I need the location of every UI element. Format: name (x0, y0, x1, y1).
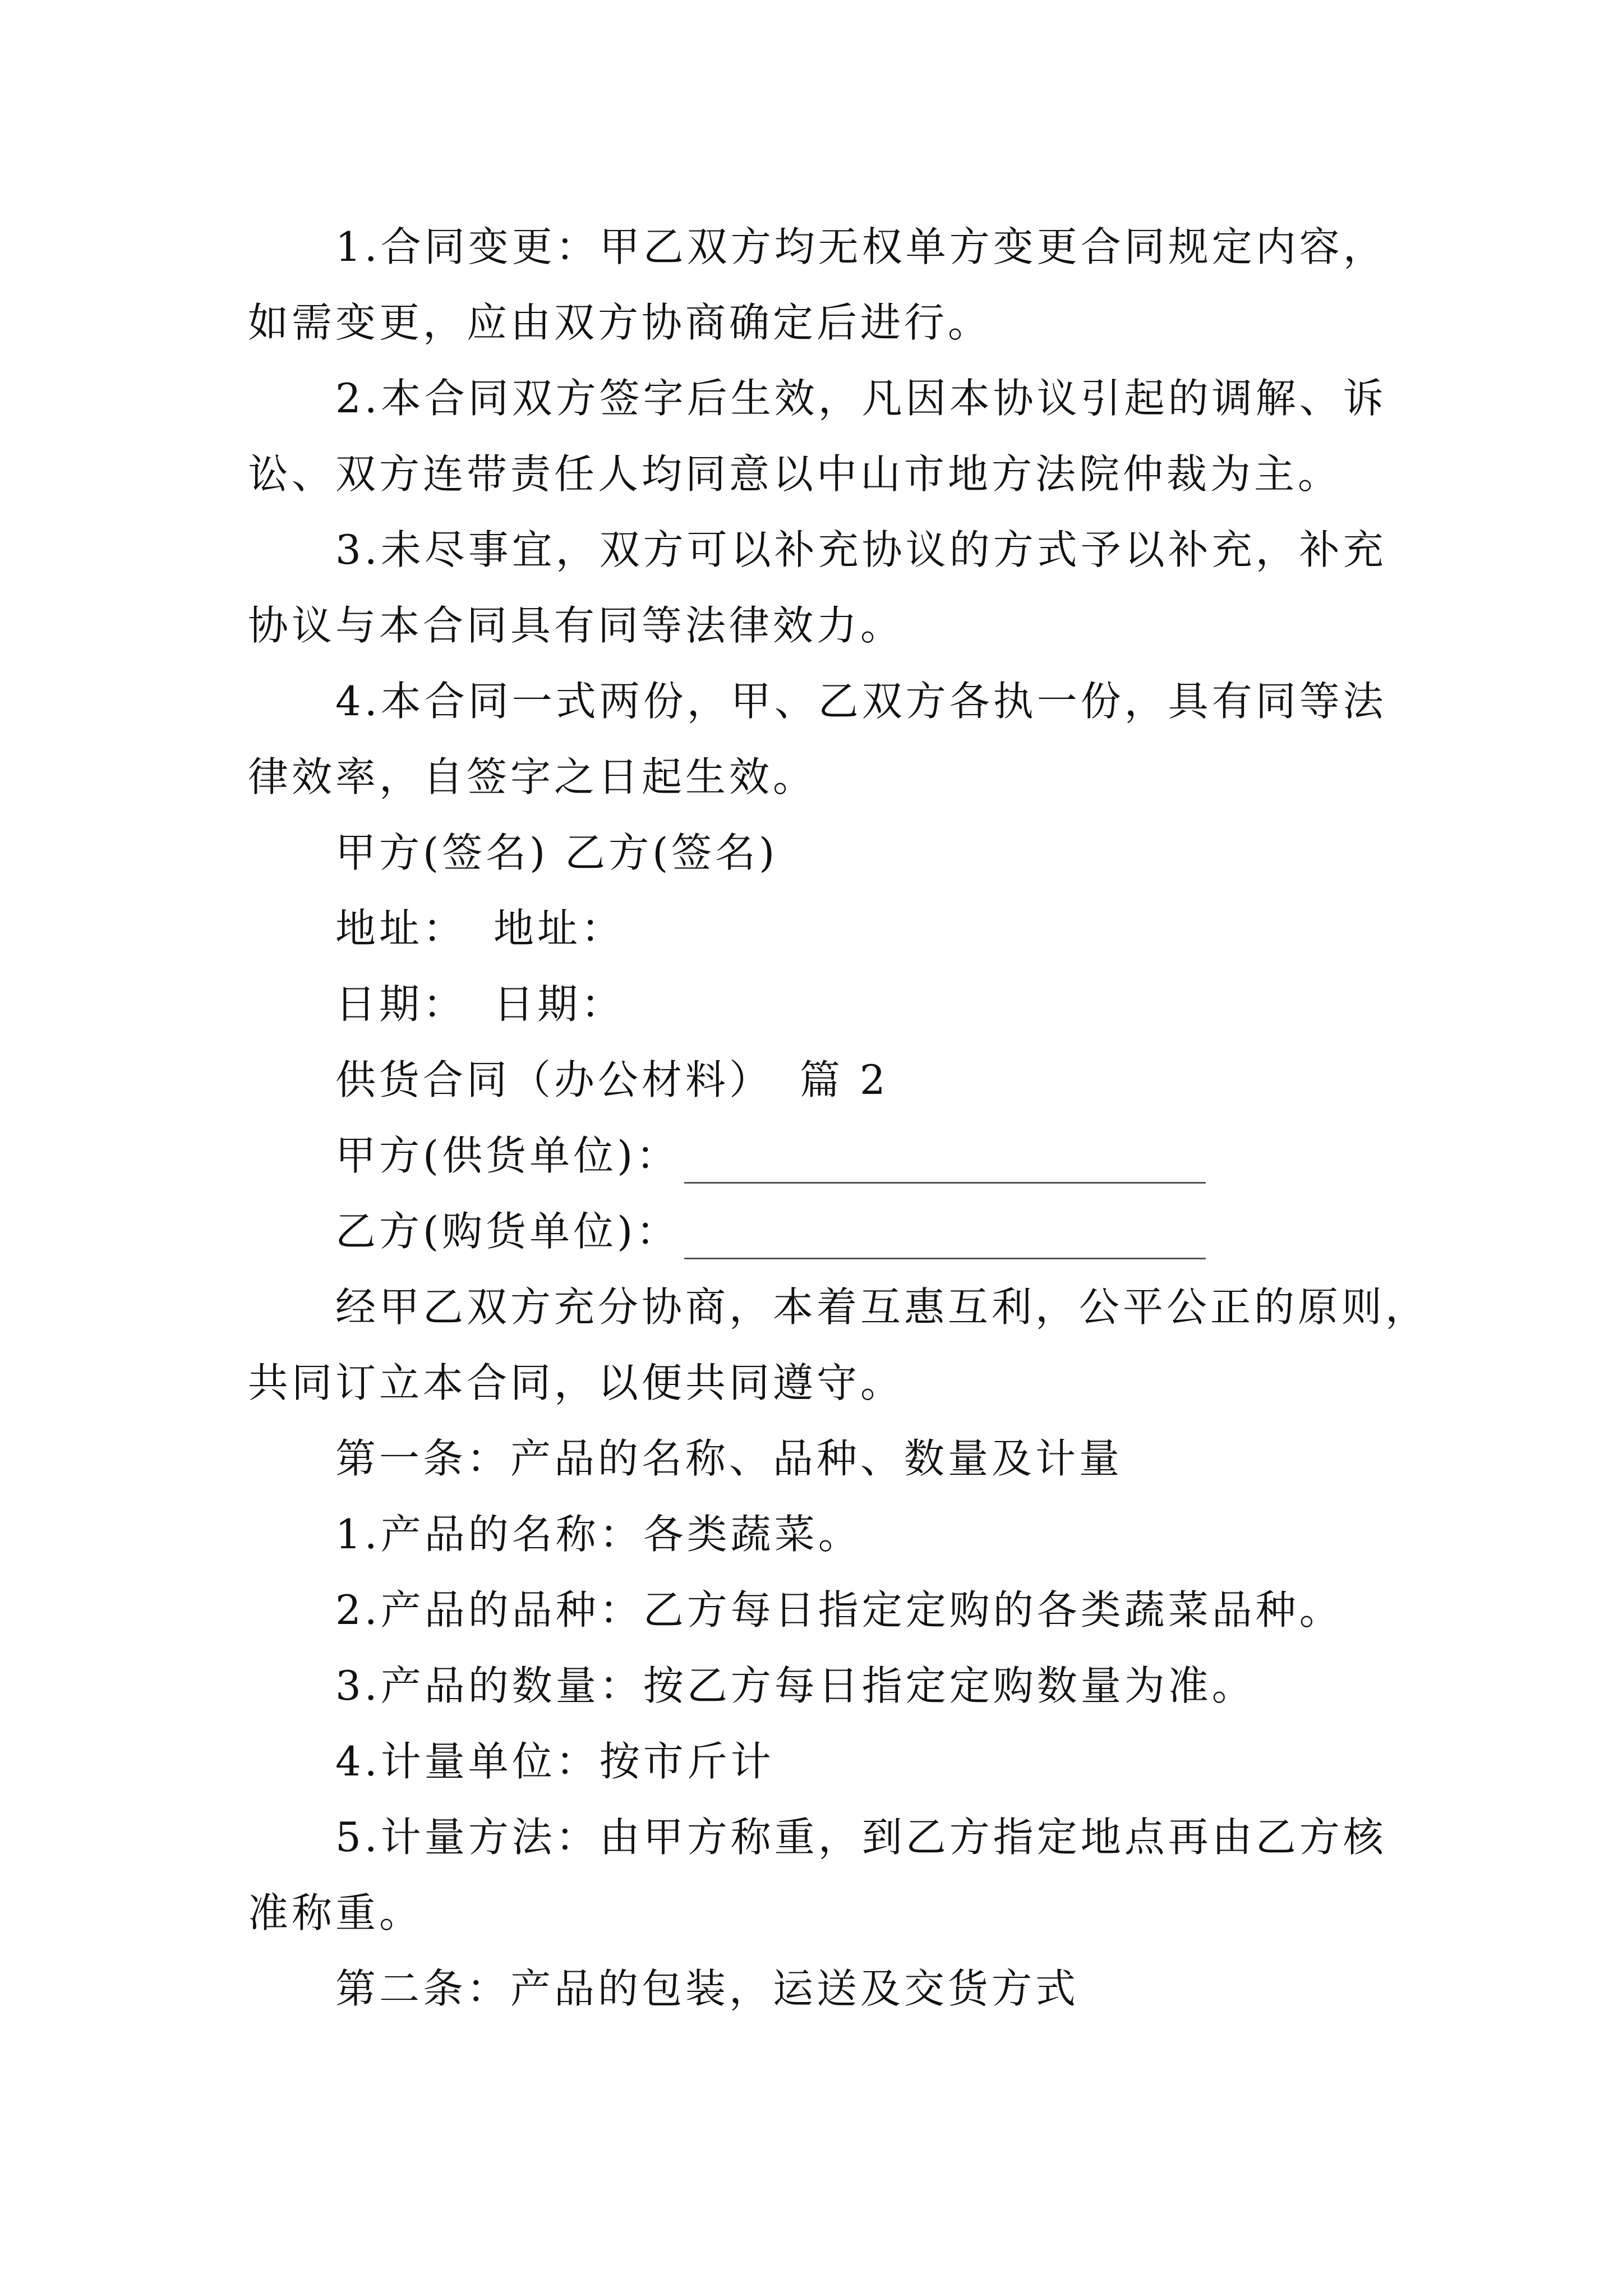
supplier-blank (684, 1143, 1206, 1184)
party-a-address-label: 地址： (335, 905, 467, 952)
clause-3-line-1: 3.未尽事宜，双方可以补充协议的方式予以补充，补充 (335, 526, 1387, 573)
article-1-item-3: 3.产品的数量：按乙方每日指定定购数量为准。 (335, 1662, 1256, 1709)
signature-line: 甲方(签名) 乙方(签名) (335, 829, 778, 876)
section-title: 供货合同（办公材料） (335, 1056, 773, 1103)
supplier-line (335, 1128, 1206, 1184)
clause-4-line-2: 律效率，自签字之日起生效。 (248, 753, 817, 800)
clause-1-line-2: 如需变更，应由双方协商确定后进行。 (248, 299, 992, 346)
address-line (335, 900, 625, 956)
section-heading (335, 1052, 889, 1108)
supplier-label: 甲方(供货单位)： (335, 1132, 680, 1179)
clause-1-line-1: 1.合同变更：甲乙双方均无权单方变更合同规定内容， (335, 223, 1387, 270)
article-1-item-1: 1.产品的名称：各类蔬菜。 (335, 1511, 862, 1558)
party-a-date-label: 日期： (335, 981, 467, 1028)
clause-3-line-2: 协议与本合同具有同等法律效力。 (248, 602, 905, 649)
clause-2-line-2: 讼、双方连带责任人均同意以中山市地方法院仲裁为主。 (248, 450, 1342, 498)
clause-4-line-1: 4.本合同一式两份，甲、乙双方各执一份，具有同等法 (335, 678, 1387, 725)
party-b-date-label: 日期： (494, 981, 625, 1028)
buyer-label: 乙方(购货单位)： (335, 1208, 680, 1255)
party-b-address-label: 地址： (494, 905, 625, 952)
article-1-item-5-line-1: 5.计量方法：由甲方称重，到乙方指定地点再由乙方核 (335, 1814, 1387, 1861)
article-1-heading: 第一条：产品的名称、品种、数量及计量 (335, 1435, 1123, 1482)
date-line (335, 976, 625, 1032)
article-1-item-5-line-2: 准称重。 (248, 1889, 423, 1936)
preamble-line-2: 共同订立本合同，以便共同遵守。 (248, 1359, 905, 1406)
article-1-item-4: 4.计量单位：按市斤计 (335, 1738, 774, 1785)
preamble-line-1: 经甲乙双方充分协商，本着互惠互利，公平公正的原则， (335, 1283, 1430, 1331)
clause-2-line-1: 2.本合同双方签字后生效，凡因本协议引起的调解、诉 (335, 375, 1387, 422)
article-1-item-2: 2.产品的品种：乙方每日指定定购的各类蔬菜品种。 (335, 1586, 1343, 1634)
article-2-heading: 第二条：产品的包装，运送及交货方式 (335, 1965, 1080, 2012)
section-number: 篇 2 (800, 1056, 889, 1103)
buyer-blank (684, 1218, 1206, 1259)
buyer-line (335, 1203, 1206, 1259)
